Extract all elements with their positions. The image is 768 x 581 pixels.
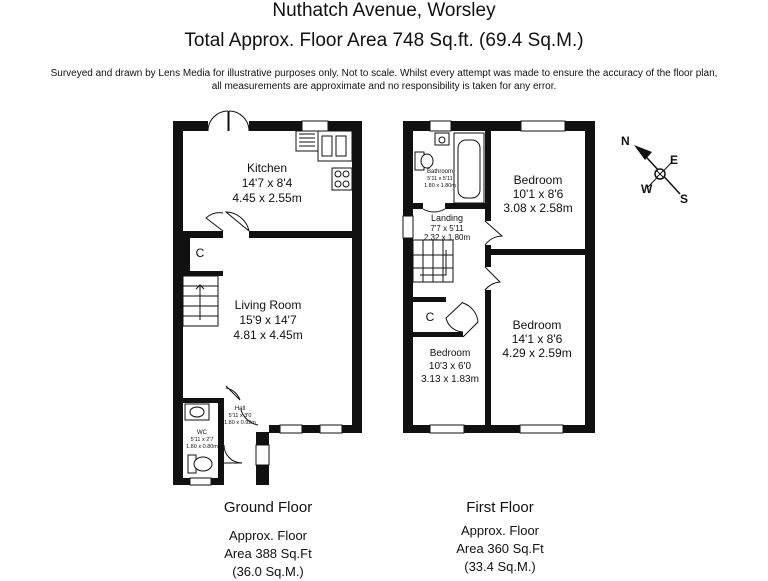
first-floor-area [410, 522, 590, 576]
bathroom-imperial: 5'11 x 5'11 [427, 176, 453, 182]
bathroom-metric: 1.80 x 1.80m [424, 183, 456, 189]
kitchen-units [296, 131, 352, 190]
bedroom-a-imperial: 10'1 x 8'6 [512, 187, 564, 201]
kitchen-metric: 4.45 x 2.55m [232, 191, 302, 205]
hall-name: Hall [234, 406, 246, 412]
bedroom-c-metric: 3.13 x 1.83m [421, 374, 479, 385]
first-floor-walls [403, 121, 595, 433]
kitchen-imperial: 14'7 x 8'4 [241, 176, 293, 190]
landing-imperial: 7'7 x 5'11 [430, 224, 464, 233]
wc-metric: 1.80 x 0.80m [186, 444, 218, 450]
ground-floor-title: Ground Floor [223, 499, 313, 516]
ground-floor-area [178, 527, 358, 581]
ground-stairs [183, 276, 218, 326]
ground-floor-area-line3: (36.0 Sq.M.) [232, 564, 304, 579]
ground-floor-area-line2: Area 388 Sq.Ft [224, 546, 312, 561]
living-room-name: Living Room [234, 298, 302, 312]
bathroom-name: Bathroom [426, 169, 454, 175]
bedroom-b-metric: 4.29 x 2.59m [502, 346, 572, 360]
compass-e: E [670, 153, 679, 167]
compass-icon [621, 134, 688, 206]
hall-metric: 1.80 x 0.92m [224, 420, 256, 426]
kitchen-french-doors [208, 111, 249, 131]
landing-name: Landing [430, 213, 464, 223]
hall-imperial: 5'11 x 3'0 [228, 413, 252, 419]
wc-imperial: 5'11 x 2'7 [190, 437, 214, 443]
first-cupboard-label: C [425, 310, 435, 324]
living-room-imperial: 15'9 x 14'7 [239, 313, 297, 327]
ground-cupboard-label: C [195, 246, 205, 260]
compass-s: S [680, 192, 689, 206]
bedroom-a-metric: 3.08 x 2.58m [503, 201, 573, 215]
bedroom-c-imperial: 10'3 x 6'0 [428, 361, 472, 372]
bedroom-c-name: Bedroom [429, 348, 471, 359]
ground-floor-area-line1: Approx. Floor [228, 528, 308, 543]
landing-metric: 2.32 x 1.80m [423, 233, 471, 242]
first-floor-plan [403, 121, 595, 433]
wc-name: WC [197, 430, 207, 436]
disclaimer-line-1: Surveyed and drawn by Lens Media for illustrative purposes only. Not to scale. Whilst every attempt was made to ensure the accuracy of the floor plan, [50, 68, 718, 79]
compass-n: N [621, 134, 630, 148]
first-floor-area-line2: Area 360 Sq.Ft [456, 541, 544, 556]
disclaimer-line-2: all measurements are approximate and no responsibility is taken for any error. [211, 81, 557, 92]
compass-w: W [641, 182, 653, 196]
total-floor-area: Total Approx. Floor Area 748 Sq.ft. (69.4 Sq.M.) [184, 30, 584, 51]
bathroom-fixtures [415, 133, 484, 203]
ground-floor-plan [173, 111, 362, 485]
first-floor-area-line3: (33.4 Sq.M.) [464, 559, 536, 574]
bedroom-b-imperial: 14'1 x 8'6 [511, 332, 563, 346]
property-address: Nuthatch Avenue, Worsley [272, 0, 496, 21]
first-floor-area-line1: Approx. Floor [460, 523, 540, 538]
first-stairs [413, 240, 453, 282]
first-floor-title: First Floor [466, 499, 534, 516]
bedroom-b-name: Bedroom [512, 318, 562, 332]
living-room-metric: 4.81 x 4.45m [233, 328, 303, 342]
kitchen-name: Kitchen [246, 161, 288, 175]
bedroom-a-name: Bedroom [513, 173, 563, 187]
